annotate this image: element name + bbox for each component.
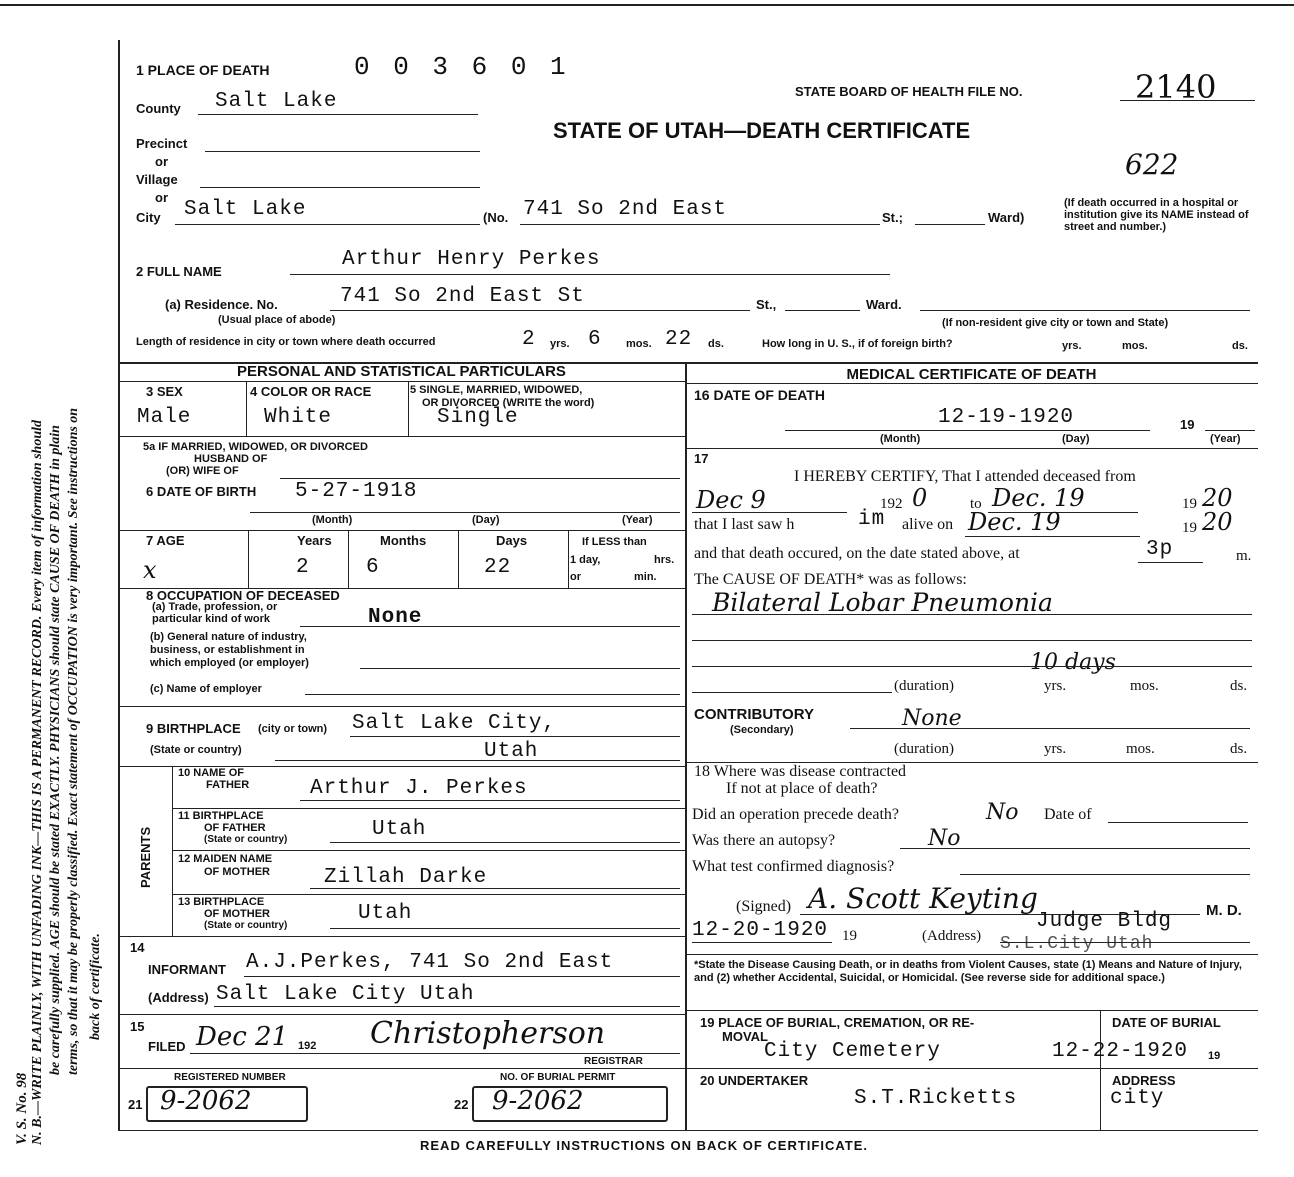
father-birthplace-label-1: 11 BIRTHPLACE bbox=[178, 810, 264, 822]
dob-year-label: (Year) bbox=[622, 514, 653, 526]
informant-address-line bbox=[214, 1006, 680, 1007]
autopsy-line bbox=[900, 848, 1250, 849]
registered-number-label: REGISTERED NUMBER bbox=[174, 1072, 286, 1083]
row-line-2 bbox=[118, 530, 685, 531]
color-value: White bbox=[264, 406, 333, 429]
mother-birthplace-label-2: OF MOTHER bbox=[204, 908, 270, 920]
file-number: 2140 bbox=[1135, 68, 1217, 106]
registrar-label: REGISTRAR bbox=[584, 1056, 643, 1067]
age-label: 7 AGE bbox=[146, 533, 185, 548]
burial-permit-label: NO. OF BURIAL PERMIT bbox=[500, 1072, 616, 1083]
occupation-b-1: (b) General nature of industry, bbox=[150, 631, 307, 643]
us-mos-label: mos. bbox=[1122, 340, 1148, 352]
informant-line bbox=[244, 976, 680, 977]
left-frame bbox=[118, 40, 120, 1130]
father-birthplace-label-3: (State or country) bbox=[204, 834, 288, 845]
ward-label: Ward) bbox=[988, 210, 1025, 225]
dod-line bbox=[785, 430, 1150, 431]
from-year-prefix: 192 bbox=[880, 496, 903, 512]
residence-ward-label: Ward. bbox=[866, 297, 902, 312]
undertaker-address-label: ADDRESS bbox=[1112, 1073, 1176, 1088]
dod-value: 12-19-1920 bbox=[938, 406, 1075, 429]
age-divider-3 bbox=[458, 530, 459, 588]
place-of-death-label: 1 PLACE OF DEATH bbox=[136, 62, 270, 78]
row-line-10 bbox=[118, 1014, 685, 1015]
operation-label: Did an operation precede death? bbox=[692, 806, 900, 823]
mother-birthplace: Utah bbox=[358, 902, 413, 925]
county-label: County bbox=[136, 101, 181, 116]
color-label: 4 COLOR OR RACE bbox=[250, 384, 372, 399]
dob-value: 5-27-1918 bbox=[295, 480, 418, 503]
occupation-label: 8 OCCUPATION OF DECEASED bbox=[146, 588, 340, 603]
item-21-number: 21 bbox=[128, 1097, 143, 1112]
residence-label: (a) Residence. No. bbox=[165, 297, 278, 312]
father-birthplace-line bbox=[330, 842, 680, 843]
personal-heading: PERSONAL AND STATISTICAL PARTICULARS bbox=[237, 363, 566, 380]
registrar-signature: Christopherson bbox=[370, 1016, 606, 1051]
filed-year-prefix: 192 bbox=[298, 1040, 317, 1052]
nonresident-note: (If non-resident give city or town and State) bbox=[942, 317, 1169, 329]
abode-label: (Usual place of abode) bbox=[218, 314, 336, 326]
burial-date: 12-22-1920 bbox=[1052, 1040, 1189, 1063]
center-divider bbox=[685, 362, 687, 1130]
margin-number: 622 bbox=[1125, 148, 1179, 181]
mother-name: Zillah Darke bbox=[324, 866, 488, 889]
duration-yrs-1: yrs. bbox=[1044, 678, 1067, 694]
length-residence-label: Length of residence in city or town where death occurred bbox=[136, 336, 436, 348]
father-label-1: 10 NAME OF bbox=[178, 767, 245, 779]
burial-label-1: 19 PLACE OF BURIAL, CREMATION, OR RE- bbox=[700, 1015, 975, 1030]
from-year: 0 bbox=[912, 484, 928, 512]
mother-birthplace-line bbox=[330, 928, 680, 929]
sex-label: 3 SEX bbox=[146, 384, 183, 399]
date-of-label: Date of bbox=[1044, 806, 1092, 823]
undertaker-label: 20 UNDERTAKER bbox=[700, 1073, 809, 1088]
last-saw-line bbox=[965, 536, 1140, 537]
marital-label-1: 5 SINGLE, MARRIED, WIDOWED, bbox=[410, 384, 583, 396]
personal-heading-line bbox=[118, 381, 685, 382]
instructions-line-2: be carefully supplied. AGE should be stated EXACTLY. PHYSICIANS should state CAUSE OF DEATH in plain bbox=[48, 425, 63, 1075]
item-15-number: 15 bbox=[130, 1019, 145, 1034]
death-time: 3p bbox=[1146, 538, 1174, 561]
row-line-7 bbox=[172, 850, 685, 851]
us-ds-label: ds. bbox=[1232, 340, 1248, 352]
duration-ds-2: ds. bbox=[1230, 741, 1248, 757]
burial-label-2: MOVAL bbox=[722, 1029, 768, 1044]
burial-place: City Cemetery bbox=[764, 1040, 941, 1063]
dod-day-label: (Day) bbox=[1062, 433, 1090, 445]
vs-number: V. S. No. 98 bbox=[14, 1072, 30, 1145]
contributory-line bbox=[850, 728, 1250, 729]
autopsy-label: Was there an autopsy? bbox=[692, 832, 836, 849]
birthplace-state-line bbox=[275, 760, 680, 761]
dod-label: 16 DATE OF DEATH bbox=[694, 387, 825, 403]
age-years-value: 2 bbox=[296, 556, 310, 579]
signing-date-line bbox=[692, 942, 832, 943]
or-label-2: or bbox=[155, 190, 168, 205]
cause-of-death: Bilateral Lobar Pneumonia bbox=[712, 588, 1053, 617]
item-17-number: 17 bbox=[694, 451, 709, 466]
spouse-label-1: 5a IF MARRIED, WIDOWED, OR DIVORCED bbox=[143, 441, 368, 453]
burial-date-label: DATE OF BURIAL bbox=[1112, 1015, 1221, 1030]
contributory-value: None bbox=[902, 706, 962, 731]
street-value: 741 So 2nd East bbox=[523, 198, 728, 221]
row-line-9 bbox=[118, 936, 685, 937]
length-months: 6 bbox=[588, 328, 602, 351]
full-name-line bbox=[290, 274, 890, 275]
marital-value: Single bbox=[437, 406, 519, 429]
med-row-line-1 bbox=[685, 448, 1258, 449]
physician-address-line bbox=[1000, 942, 1250, 943]
filed-date: Dec 21 bbox=[196, 1022, 289, 1052]
city-line bbox=[175, 224, 480, 225]
mother-label-2: OF MOTHER bbox=[204, 866, 270, 878]
age-months-label: Months bbox=[380, 533, 427, 548]
length-mos-label: mos. bbox=[626, 338, 652, 350]
birthplace-city: Salt Lake City, bbox=[352, 712, 557, 735]
less-or-label: or bbox=[570, 571, 581, 583]
physician-address-label: (Address) bbox=[922, 928, 982, 944]
length-days: 22 bbox=[665, 328, 693, 351]
file-number-label: STATE BOARD OF HEALTH FILE NO. bbox=[795, 84, 1023, 99]
residence-ward-line bbox=[785, 310, 860, 311]
st-label: St.; bbox=[882, 210, 903, 225]
less-hrs-label: hrs. bbox=[654, 554, 675, 566]
residence-value: 741 So 2nd East St bbox=[340, 285, 585, 308]
dob-label: 6 DATE OF BIRTH bbox=[146, 484, 257, 499]
street-number-label: (No. bbox=[483, 210, 509, 225]
age-years-label: Years bbox=[297, 533, 332, 548]
occupation-a-2: particular kind of work bbox=[152, 613, 270, 625]
full-name-label: 2 FULL NAME bbox=[136, 264, 222, 279]
occupation-line bbox=[300, 626, 680, 627]
top-border bbox=[0, 4, 1294, 6]
precinct-line bbox=[205, 151, 480, 152]
father-name: Arthur J. Perkes bbox=[310, 777, 528, 800]
signed-label: (Signed) bbox=[736, 898, 792, 915]
date-of-line bbox=[1108, 822, 1248, 823]
sex-divider bbox=[246, 381, 247, 436]
mother-birthplace-label-1: 13 BIRTHPLACE bbox=[178, 896, 265, 908]
less-min-label: min. bbox=[634, 571, 657, 583]
length-yrs-label: yrs. bbox=[550, 338, 570, 350]
industry-line bbox=[360, 668, 680, 669]
certify-label: I HEREBY CERTIFY, That I attended deceased from bbox=[794, 468, 1136, 485]
village-label: Village bbox=[136, 172, 178, 187]
age-mark: x bbox=[143, 556, 157, 584]
footnote: *State the Disease Causing Death, or in deaths from Violent Causes, state (1) Means and Nature of Injury, and (2) whether Accidental, Suicidal, or Homicidal. (See reverse side for additional space.) bbox=[694, 959, 1242, 984]
instructions-line-3: terms, so that it may be properly classified. Exact statement of OCCUPATION is very important. See instructions on bbox=[66, 407, 81, 1075]
parents-label: PARENTS bbox=[138, 826, 153, 888]
residence-line bbox=[330, 310, 750, 311]
occupation-a-1: (a) Trade, profession, or bbox=[152, 601, 278, 613]
instructions-line-1: N. B.—WRITE PLAINLY, WITH UNFADING INK—THIS IS A PERMANENT RECORD. Every item of information should bbox=[30, 419, 45, 1145]
street-line bbox=[520, 224, 880, 225]
marital-label-2: OR DIVORCED (WRITE the word) bbox=[422, 397, 595, 409]
duration-label-1: (duration) bbox=[894, 678, 954, 694]
death-occurred-label: and that death occured, on the date stated above, at bbox=[694, 545, 1020, 562]
or-label-1: or bbox=[155, 154, 168, 169]
age-days-value: 22 bbox=[484, 556, 512, 579]
ward-line bbox=[915, 224, 985, 225]
mother-line bbox=[310, 888, 680, 889]
hospital-note: (If death occurred in a hospital or institution give its NAME instead of street and number.) bbox=[1064, 197, 1249, 233]
duration-ds-1: ds. bbox=[1230, 678, 1248, 694]
occupation-value: None bbox=[368, 606, 423, 629]
duration-mos-2: mos. bbox=[1126, 741, 1155, 757]
employer-line bbox=[305, 694, 680, 695]
us-residence-label: How long in U. S., if of foreign birth? bbox=[762, 338, 953, 350]
to-label: to bbox=[970, 496, 982, 512]
not-at-place-label: If not at place of death? bbox=[726, 780, 878, 797]
duration-lead-line bbox=[692, 692, 892, 693]
last-saw-pronoun: im bbox=[858, 508, 886, 531]
dod-year-line bbox=[1205, 430, 1255, 431]
time-m-label: m. bbox=[1236, 548, 1252, 564]
spouse-line bbox=[280, 478, 680, 479]
cause-line-3 bbox=[692, 666, 1252, 667]
length-years: 2 bbox=[522, 328, 536, 351]
to-year-prefix: 19 bbox=[1182, 496, 1197, 512]
dob-month-label: (Month) bbox=[312, 514, 353, 526]
autopsy-value: No bbox=[928, 826, 961, 851]
alive-on-label: alive on bbox=[902, 516, 954, 533]
test-confirmed-label: What test confirmed diagnosis? bbox=[692, 858, 895, 875]
last-saw-date: Dec. 19 bbox=[968, 508, 1061, 536]
from-date-line bbox=[692, 512, 847, 513]
attended-to-date: Dec. 19 bbox=[992, 484, 1085, 512]
time-line bbox=[1138, 562, 1203, 563]
certificate-title: STATE OF UTAH—DEATH CERTIFICATE bbox=[553, 118, 971, 143]
birthplace-line bbox=[350, 736, 680, 737]
med-row-line-4 bbox=[685, 1010, 1258, 1011]
age-divider-2 bbox=[348, 530, 349, 588]
sex-value: Male bbox=[137, 406, 192, 429]
med-row-line-3 bbox=[685, 954, 1258, 955]
precinct-label: Precinct bbox=[136, 136, 188, 151]
residence-st-label: St., bbox=[756, 297, 777, 312]
med-row-line-5 bbox=[685, 1068, 1258, 1069]
serial-number: 0 0 3 6 0 1 bbox=[354, 52, 570, 82]
cause-duration: 10 days bbox=[1030, 650, 1116, 675]
test-line bbox=[960, 874, 1250, 875]
last-saw-year: 20 bbox=[1202, 508, 1233, 536]
birthplace-state: Utah bbox=[484, 740, 539, 763]
dod-month-label: (Month) bbox=[880, 433, 921, 445]
row-line-6 bbox=[172, 808, 685, 809]
undertaker-address: city bbox=[1110, 1087, 1165, 1110]
row-line-1 bbox=[118, 436, 685, 437]
less-than-label: If LESS than bbox=[582, 536, 647, 548]
physician-address-1: Judge Bldg bbox=[1036, 910, 1173, 933]
father-line bbox=[300, 800, 680, 801]
row-line-11 bbox=[118, 1068, 685, 1069]
employer-label: (c) Name of employer bbox=[150, 683, 262, 695]
full-name-value: Arthur Henry Perkes bbox=[342, 248, 601, 271]
burial-year-suffix: 19 bbox=[1208, 1050, 1221, 1062]
filed-line bbox=[190, 1053, 680, 1054]
mother-label-1: 12 MAIDEN NAME bbox=[178, 853, 273, 865]
registered-number: 9-2062 bbox=[160, 1086, 252, 1116]
color-divider bbox=[408, 381, 409, 436]
disease-contracted-label: 18 Where was disease contracted bbox=[694, 763, 907, 780]
row-line-8 bbox=[172, 894, 685, 895]
medical-heading-line bbox=[685, 383, 1258, 384]
informant-label: INFORMANT bbox=[148, 962, 226, 977]
burial-permit-number: 9-2062 bbox=[492, 1086, 584, 1116]
item-22-number: 22 bbox=[454, 1097, 469, 1112]
informant-address-label: (Address) bbox=[148, 990, 209, 1005]
occupation-b-3: which employed (or employer) bbox=[150, 657, 309, 669]
cause-line-2 bbox=[692, 640, 1252, 641]
less-day-label: 1 day, bbox=[570, 554, 601, 566]
county-line bbox=[198, 114, 478, 115]
duration-yrs-2: yrs. bbox=[1044, 741, 1067, 757]
instructions-line-4: back of certificate. bbox=[88, 933, 103, 1040]
md-label: M. D. bbox=[1206, 902, 1242, 919]
parents-divider bbox=[172, 766, 173, 936]
dod-year-label: (Year) bbox=[1210, 433, 1241, 445]
dob-day-label: (Day) bbox=[472, 514, 500, 526]
filed-label: FILED bbox=[148, 1039, 186, 1054]
spouse-label-3: (OR) WIFE OF bbox=[166, 465, 239, 477]
duration-mos-1: mos. bbox=[1130, 678, 1159, 694]
physician-signature: A. Scott Keyting bbox=[808, 882, 1038, 915]
spouse-label-2: HUSBAND OF bbox=[194, 453, 268, 465]
us-yrs-label: yrs. bbox=[1062, 340, 1082, 352]
physician-address-2: S.L.City Utah bbox=[1000, 934, 1154, 954]
informant-value: A.J.Perkes, 741 So 2nd East bbox=[246, 951, 614, 974]
county-value: Salt Lake bbox=[215, 90, 338, 113]
secondary-label: (Secondary) bbox=[730, 724, 794, 736]
attended-from-date: Dec 9 bbox=[696, 486, 766, 514]
birthplace-state-label: (State or country) bbox=[150, 744, 242, 756]
residence-tail-line bbox=[920, 310, 1250, 311]
duration-label-2: (duration) bbox=[894, 741, 954, 757]
item-14-number: 14 bbox=[130, 940, 145, 955]
undertaker-value: S.T.Ricketts bbox=[854, 1087, 1018, 1110]
age-days-label: Days bbox=[496, 533, 528, 548]
village-line bbox=[200, 187, 480, 188]
father-label-2: FATHER bbox=[206, 779, 250, 791]
age-months-value: 6 bbox=[366, 556, 380, 579]
row-line-4 bbox=[118, 706, 685, 707]
mother-birthplace-label-3: (State or country) bbox=[204, 920, 288, 931]
bottom-border bbox=[118, 1130, 1258, 1131]
file-number-line bbox=[1120, 100, 1255, 101]
signing-date: 12-20-1920 bbox=[692, 919, 829, 942]
father-birthplace: Utah bbox=[372, 818, 427, 841]
length-ds-label: ds. bbox=[708, 338, 724, 350]
medical-heading: MEDICAL CERTIFICATE OF DEATH bbox=[846, 366, 1097, 383]
operation-value: No bbox=[986, 800, 1019, 825]
age-divider-4 bbox=[568, 530, 569, 588]
birthplace-sub-label: (city or town) bbox=[258, 723, 328, 735]
city-value: Salt Lake bbox=[184, 198, 307, 221]
informant-address: Salt Lake City Utah bbox=[216, 983, 475, 1006]
last-saw-label: that I last saw h bbox=[694, 516, 795, 533]
to-year: 20 bbox=[1202, 484, 1233, 512]
signing-year-prefix: 19 bbox=[842, 928, 857, 944]
father-birthplace-label-2: OF FATHER bbox=[204, 822, 266, 834]
birthplace-label: 9 BIRTHPLACE bbox=[146, 721, 241, 736]
dod-year-prefix: 19 bbox=[1180, 417, 1195, 432]
cause-label: The CAUSE OF DEATH* was as follows: bbox=[694, 571, 967, 588]
contributory-label: CONTRIBUTORY bbox=[694, 706, 814, 723]
occupation-b-2: business, or establishment in bbox=[150, 644, 305, 656]
age-divider-1 bbox=[248, 530, 249, 588]
burial-divider bbox=[1100, 1010, 1101, 1130]
city-label: City bbox=[136, 210, 161, 225]
last-saw-year-prefix: 19 bbox=[1182, 520, 1197, 536]
cause-line-1 bbox=[692, 614, 1252, 615]
dob-line bbox=[250, 512, 680, 513]
footer-instructions: READ CAREFULLY INSTRUCTIONS ON BACK OF CERTIFICATE. bbox=[420, 1138, 868, 1153]
